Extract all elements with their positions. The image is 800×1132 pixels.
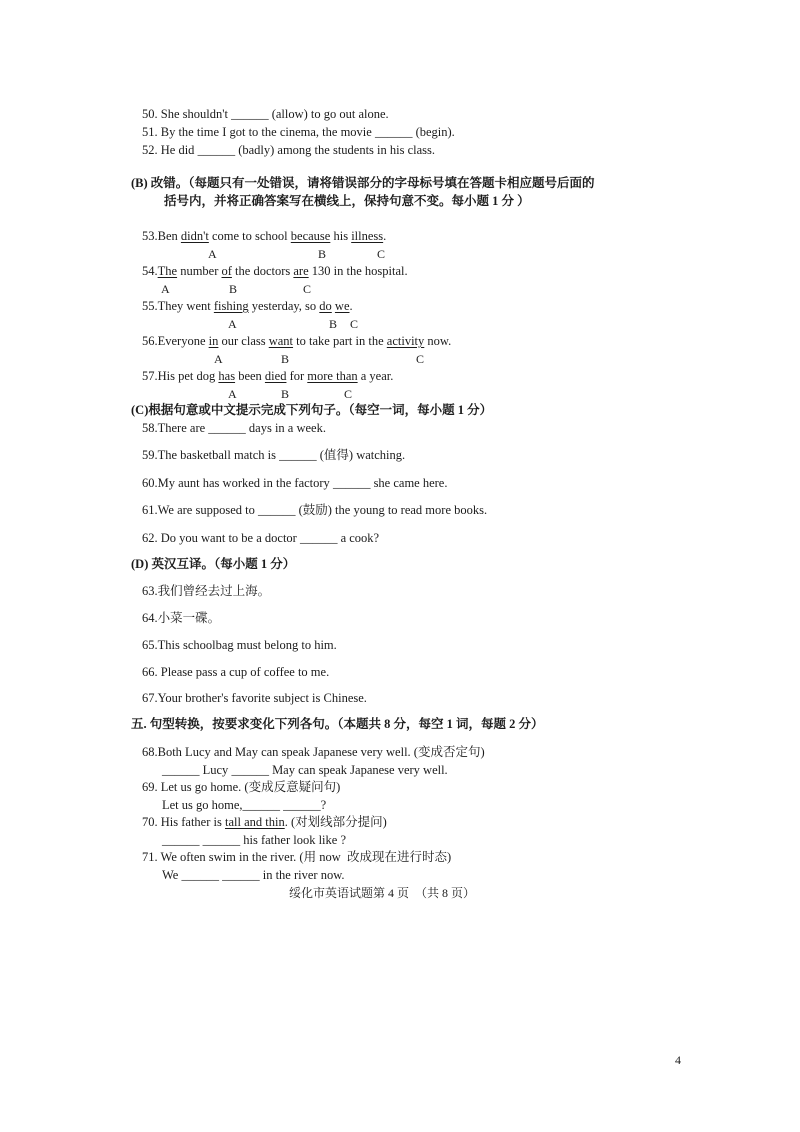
underlined-part-a: in bbox=[208, 334, 219, 348]
question-text: . bbox=[383, 229, 387, 243]
question-text: our class bbox=[218, 334, 269, 348]
answer-line-71 bbox=[162, 868, 345, 883]
answer-blank: ______ bbox=[374, 125, 413, 139]
question-text: for bbox=[286, 369, 308, 383]
question-text: yesterday, so bbox=[248, 299, 320, 313]
question-text: come to school bbox=[208, 229, 291, 243]
question-54 bbox=[142, 264, 408, 279]
answer-blank: ______ bbox=[202, 833, 241, 847]
question-text: now. bbox=[424, 334, 452, 348]
question-58 bbox=[142, 421, 326, 436]
answer-blank: ______ bbox=[181, 868, 219, 882]
question-text: . (对划线部分提问) bbox=[284, 815, 387, 829]
question-text: 51. By the time I got to the cinema, the movie bbox=[142, 125, 375, 139]
question-55 bbox=[142, 299, 353, 314]
answer-text: in the river now. bbox=[259, 868, 345, 882]
letter-b: B bbox=[281, 352, 290, 366]
underlined-part: tall and thin bbox=[224, 815, 285, 829]
answer-blank: ______ bbox=[257, 503, 296, 517]
question-67: 67.Your brother's favorite subject is Chinese. bbox=[142, 691, 367, 705]
letter-a: A bbox=[208, 247, 217, 261]
question-text: 70. His father is bbox=[142, 815, 225, 829]
question-text: 58.There are bbox=[142, 421, 209, 435]
section-c-heading: (C)根据句意或中文提示完成下列句子。（每空一词，每小题 1 分） bbox=[131, 403, 493, 417]
question-53 bbox=[142, 229, 386, 244]
underlined-part-a: didn't bbox=[180, 229, 209, 243]
question-61 bbox=[142, 503, 487, 518]
section-d-heading: (D) 英汉互译。（每小题 1 分） bbox=[131, 557, 296, 571]
answer-text: Let us go home, bbox=[162, 798, 243, 812]
question-text: (badly) among the students in his class. bbox=[235, 143, 436, 157]
question-text: a year. bbox=[357, 369, 394, 383]
question-59 bbox=[142, 448, 405, 463]
question-text: been bbox=[235, 369, 265, 383]
answer-blank: ______ bbox=[208, 421, 246, 435]
answer-blank: ______ bbox=[299, 531, 338, 545]
underlined-part-c: are bbox=[293, 264, 309, 278]
answer-blank: ______ bbox=[222, 868, 260, 882]
question-51 bbox=[142, 125, 455, 140]
letter-a: A bbox=[214, 352, 223, 366]
question-text: days in a week. bbox=[245, 421, 326, 435]
section-b-heading: (B) 改错。（每题只有一处错误，请将错误部分的字母标号填在答题卡相应题号后面的 bbox=[131, 176, 595, 190]
section-5-heading: 五. 句型转换，按要求变化下列各句。（本题共 8 分，每空 1 词，每题 2 分） bbox=[131, 717, 544, 731]
letter-a: A bbox=[228, 387, 237, 401]
answer-text: ? bbox=[320, 798, 327, 812]
question-text: 53.Ben bbox=[142, 229, 181, 243]
answer-blank: ______ bbox=[162, 763, 200, 777]
letter-c: C bbox=[344, 387, 353, 401]
underlined-part-a: has bbox=[218, 369, 236, 383]
answer-text: We bbox=[162, 868, 182, 882]
underlined-part-b: because bbox=[290, 229, 331, 243]
underlined-part-b: died bbox=[264, 369, 287, 383]
question-text: 50. She shouldn't bbox=[142, 107, 232, 121]
underlined-part-b: want bbox=[268, 334, 294, 348]
answer-blank: ______ bbox=[162, 833, 200, 847]
underlined-part-a: fishing bbox=[213, 299, 249, 313]
question-text: 130 in the hospital. bbox=[308, 264, 408, 278]
question-text: to take part in the bbox=[293, 334, 387, 348]
question-52 bbox=[142, 143, 435, 158]
question-text: 56.Everyone bbox=[142, 334, 209, 348]
underlined-part-c: we bbox=[334, 299, 350, 313]
question-62 bbox=[142, 531, 379, 546]
letter-b: B bbox=[318, 247, 327, 261]
question-60 bbox=[142, 476, 447, 491]
question-56 bbox=[142, 334, 451, 349]
answer-blank: ______ bbox=[332, 476, 371, 490]
answer-blank: ______ bbox=[231, 763, 269, 777]
answer-blank: ______ bbox=[197, 143, 236, 157]
answer-line-69 bbox=[162, 798, 326, 813]
question-66: 66. Please pass a cup of coffee to me. bbox=[142, 665, 330, 679]
question-text: 52. He did bbox=[142, 143, 198, 157]
letter-c: C bbox=[377, 247, 386, 261]
question-64: 64.小菜一碟。 bbox=[142, 611, 221, 625]
question-63: 63.我们曾经去过上海。 bbox=[142, 584, 271, 598]
question-text: the doctors bbox=[231, 264, 294, 278]
answer-line-68 bbox=[162, 763, 448, 778]
question-text: 61.We are supposed to bbox=[142, 503, 258, 517]
answer-blank: ______ bbox=[242, 798, 281, 812]
answer-blank: ______ bbox=[279, 448, 317, 462]
question-text: 57.His pet dog bbox=[142, 369, 219, 383]
question-71: 71. We often swim in the river. (用 now 改成现在进行时态) bbox=[142, 850, 452, 864]
letter-c: C bbox=[416, 352, 425, 366]
underlined-part-a: The bbox=[157, 264, 178, 278]
question-text: 55.They went bbox=[142, 299, 214, 313]
answer-text: Lucy bbox=[199, 763, 232, 777]
letter-b: B bbox=[281, 387, 290, 401]
question-65: 65.This schoolbag must belong to him. bbox=[142, 638, 337, 652]
question-text: (allow) to go out alone. bbox=[268, 107, 389, 121]
underlined-part-c: illness bbox=[351, 229, 384, 243]
underlined-part-b: do bbox=[319, 299, 332, 313]
question-70 bbox=[142, 815, 387, 830]
page-number: 4 bbox=[675, 1053, 681, 1067]
question-text: (值得) watching. bbox=[316, 448, 406, 462]
answer-text: May can speak Japanese very well. bbox=[268, 763, 448, 777]
question-text: 54. bbox=[142, 264, 158, 278]
question-text: a cook? bbox=[337, 531, 380, 545]
letter-c: C bbox=[303, 282, 312, 296]
answer-line-70 bbox=[162, 833, 346, 848]
answer-text: his father look like ? bbox=[240, 833, 346, 847]
letter-c: C bbox=[350, 317, 359, 331]
underlined-part-c: activity bbox=[386, 334, 425, 348]
question-text: (鼓励) the young to read more books. bbox=[295, 503, 488, 517]
letter-a: A bbox=[228, 317, 237, 331]
question-69: 69. Let us go home. (变成反意疑问句) bbox=[142, 780, 341, 794]
page-footer: 绥化市英语试题第 4 页 （共 8 页） bbox=[289, 886, 476, 900]
question-50 bbox=[142, 107, 389, 122]
letter-b: B bbox=[329, 317, 338, 331]
answer-blank: ______ bbox=[283, 798, 321, 812]
question-57 bbox=[142, 369, 393, 384]
underlined-part-b: of bbox=[221, 264, 232, 278]
question-text: she came here. bbox=[370, 476, 448, 490]
question-text: number bbox=[177, 264, 222, 278]
question-text: 60.My aunt has worked in the factory bbox=[142, 476, 333, 490]
question-text: (begin). bbox=[412, 125, 455, 139]
question-text: his bbox=[330, 229, 352, 243]
question-text: . bbox=[349, 299, 353, 313]
section-b-heading-cont: 括号内，并将正确答案写在横线上，保持句意不变。每小题 1 分 ） bbox=[164, 194, 530, 208]
question-text: 59.The basketball match is bbox=[142, 448, 280, 462]
letter-b: B bbox=[229, 282, 238, 296]
question-text: 62. Do you want to be a doctor bbox=[142, 531, 300, 545]
letter-a: A bbox=[161, 282, 170, 296]
answer-blank: ______ bbox=[231, 107, 269, 121]
underlined-part-c: more than bbox=[307, 369, 358, 383]
question-68: 68.Both Lucy and May can speak Japanese very well. (变成否定句) bbox=[142, 745, 485, 759]
